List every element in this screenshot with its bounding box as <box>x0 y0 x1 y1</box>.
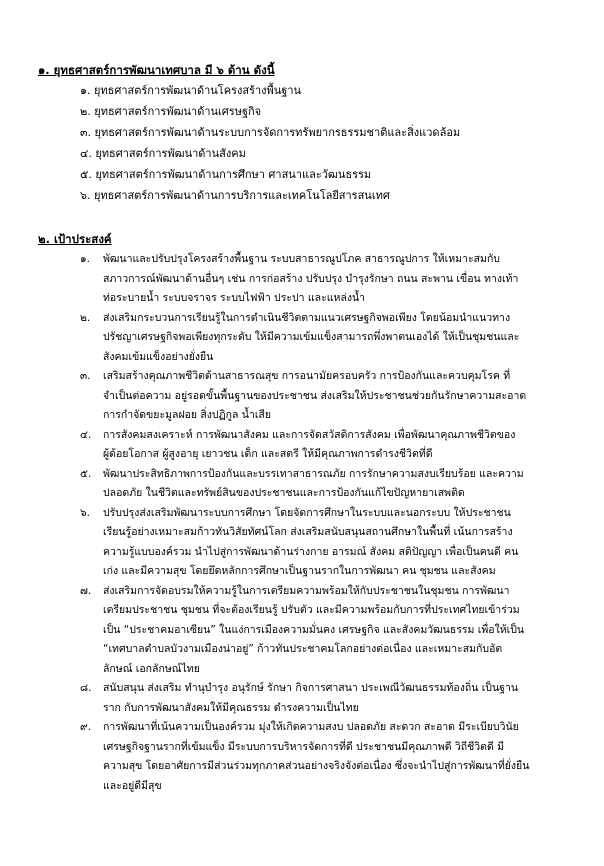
goal-item <box>80 426 570 465</box>
section-1-heading: ๑. ยุทธศาสตร์การพัฒนาเทศบาล มี ๖ ด้าน ดังนี้ <box>38 63 275 77</box>
goal-text-line: ราก กับการพัฒนาสังคมให้มีคุณธรรม ดำรงความเป็นไทย <box>103 701 359 714</box>
strategy-item: ๔. ยุทธศาสตร์การพัฒนาด้านสังคม <box>80 147 246 160</box>
goal-item <box>80 250 570 309</box>
goal-text-line: การสังคมสงเคราะห์ การพัฒนาสังคม และการจัดสวัสดิการสังคม เพื่อพัฒนาคุณภาพชีวิตของ <box>103 428 516 441</box>
goal-text-line: การพัฒนาที่เน้นความเป็นองค์รวม มุ่งให้เกิดความสงบ ปลอดภัย สะดวก สะอาด มีระเบียบวินัย <box>103 721 519 733</box>
goal-text-line: ส่งเสริมการจัดอบรมให้ความรู้ในการเตรียมความพร้อมให้กับประชาชนในชุมชน การพัฒนา <box>103 584 510 597</box>
goal-number: ๗. <box>80 584 92 597</box>
strategy-item: ๓. ยุทธศาสตร์การพัฒนาด้านระบบการจัดการทรัพยากรธรรมชาติและสิ่งแวดล้อม <box>80 126 461 139</box>
goal-number: ๖. <box>80 506 91 519</box>
goal-item <box>80 504 570 582</box>
goal-text-line: ท่อระบายน้ำ ระบบจราจร ระบบไฟฟ้า ประปา และแหล่งน้ำ <box>103 292 366 304</box>
goal-item <box>80 465 570 504</box>
strategy-item: ๕. ยุทธศาสตร์การพัฒนาด้านการศึกษา ศาสนาและวัฒนธรรม <box>80 168 372 181</box>
goal-item <box>80 367 570 426</box>
strategy-item: ๖. ยุทธศาสตร์การพัฒนาด้านการบริการและเทคโนโลยีสารสนเทศ <box>80 189 390 202</box>
goal-text-line: เก่ง และมีความสุข โดยยึดหลักการศึกษาเป็นฐานรากในการพัฒนา คน ชุมชน และสังคม <box>103 565 496 577</box>
goal-number: ๕. <box>80 467 92 480</box>
strategy-list <box>80 80 460 206</box>
goal-number: ๒. <box>80 311 91 324</box>
goal-item <box>80 718 570 796</box>
goal-list <box>80 250 570 796</box>
goal-text-line: เสริมสร้างคุณภาพชีวิตด้านสาธารณสุข การอนามัยครอบครัว การป้องกันและควบคุมโรค ที่ <box>103 370 511 382</box>
goal-text-line: สังคมเข้มแข็งอย่างยั่งยืน <box>103 350 214 363</box>
goal-number: ๓. <box>80 370 91 382</box>
goal-item <box>80 582 570 680</box>
goal-text-line: ความสุข โดยอาศัยการมีส่วนร่วมทุกภาคส่วนอย่างจริงจังต่อเนื่อง ซึ่งจะนำไปสู่การพัฒนาที่ยั่งยืน <box>103 760 530 772</box>
strategy-item: ๒. ยุทธศาสตร์การพัฒนาด้านเศรษฐกิจ <box>80 105 262 118</box>
goal-text-line: ปลอดภัย ในชีวิตและทรัพย์สินของประชาชนและการป้องกันแก้ไขปัญหายาเสพติด <box>103 487 465 499</box>
goal-text-line: พัฒนาและปรับปรุงโครงสร้างพื้นฐาน ระบบสาธารณูปโภค สาธารณูปการ ให้เหมาะสมกับ <box>103 253 500 265</box>
goal-text-line: “เทศบาลตำบลบัวงามเมืองน่าอยู่” ก้าวทันประชาคมโลกอย่างต่อเนื่อง และเหมาะสมกับอัต <box>103 643 503 655</box>
goal-text-line: เตรียมประชาชน ชุมชน ที่จะต้องเรียนรู้ ปรับตัว และมีความพร้อมกับการที่ประเทศไทยเข้าร่วม <box>103 604 520 616</box>
goal-item <box>80 309 570 368</box>
goal-text-line: ปรับปรุงส่งเสริมพัฒนาระบบการศึกษา โดยจัดการศึกษาในระบบและนอกระบบ ให้ประชาชน <box>103 506 511 519</box>
goal-text-line: จำเป็นต่อความ อยู่รอดขั้นพื้นฐานของประชาชน ส่งเสริมให้ประชาชนช่วยกันรักษาความสะอาด <box>103 389 527 402</box>
goal-number: ๙. <box>80 721 92 733</box>
goal-number: ๔. <box>80 428 92 441</box>
goal-text-line: เรียนรู้อย่างเหมาะสมก้าวทันวิสัยทัศน์โลก ส่งเสริมสนับสนุนสถานศึกษาในพื้นที่ เน้นการสร้าง <box>103 526 513 538</box>
goal-text-line: ปรัชญาเศรษฐกิจพอเพียงทุกระดับ ให้มีความเข้มแข็งสามารถพึ่งพาตนเองได้ ให้เป็นชุมชนและ <box>103 331 520 343</box>
goal-text-line: ลักษณ์ เอกลักษณ์ไทย <box>103 662 200 675</box>
goal-text-line: ผู้ด้อยโอกาส ผู้สูงอายุ เยาวชน เด็ก และสตรี ให้มีคุณภาพการดำรงชีวิตที่ดี <box>103 448 433 460</box>
goal-text-line: สภาวการณ์พัฒนาด้านอื่นๆ เช่น การก่อสร้าง ปรับปรุง บำรุงรักษา ถนน สะพาน เขื่อน ทางเท้า <box>103 272 519 285</box>
goal-text-line: และอยู่ดีมีสุข <box>103 779 162 792</box>
goal-text-line: ส่งเสริมกระบวนการเรียนรู้ในการดำเนินชีวิตตามแนวเศรษฐกิจพอเพียง โดยน้อมนำแนวทาง <box>103 311 511 324</box>
section-2-heading: ๒. เป้าประสงค์ <box>38 232 112 246</box>
strategy-item: ๑. ยุทธศาสตร์การพัฒนาด้านโครงสร้างพื้นฐาน <box>80 84 302 97</box>
goal-text-line: เป็น “ประชาคมอาเซียน” ในแง่การเมืองความมั่นคง เศรษฐกิจ และสังคมวัฒนธรรม เพื่อให้เป็น <box>103 623 525 636</box>
goal-text-line: สนับสนุน ส่งเสริม ทำนุบำรุง อนุรักษ์ รักษา กิจการศาสนา ประเพณีวัฒนธรรมท้องถิ่น เป็นฐาน <box>103 682 519 694</box>
goal-text-line: เศรษฐกิจฐานรากที่เข้มแข็ง มีระบบการบริหารจัดการที่ดี ประชาชนมีคุณภาพดี วิถีชีวิตดี มี <box>103 740 505 753</box>
goal-text-line: พัฒนาประสิทธิภาพการป้องกันและบรรเทาสาธารณภัย การรักษาความสงบเรียบร้อย และความ <box>103 467 524 480</box>
goal-item <box>80 679 570 718</box>
goal-number: ๘. <box>80 682 92 694</box>
goal-text-line: ความรู้แบบองค์รวม นำไปสู่การพัฒนาด้านร่างกาย อารมณ์ สังคม สติปัญญา เพื่อเป็นคนดี คน <box>103 545 519 558</box>
goal-number: ๑. <box>80 253 91 265</box>
goal-text-line: การกำจัดขยะมูลฝอย สิ่งปฏิกูล น้ำเสีย <box>103 409 271 421</box>
